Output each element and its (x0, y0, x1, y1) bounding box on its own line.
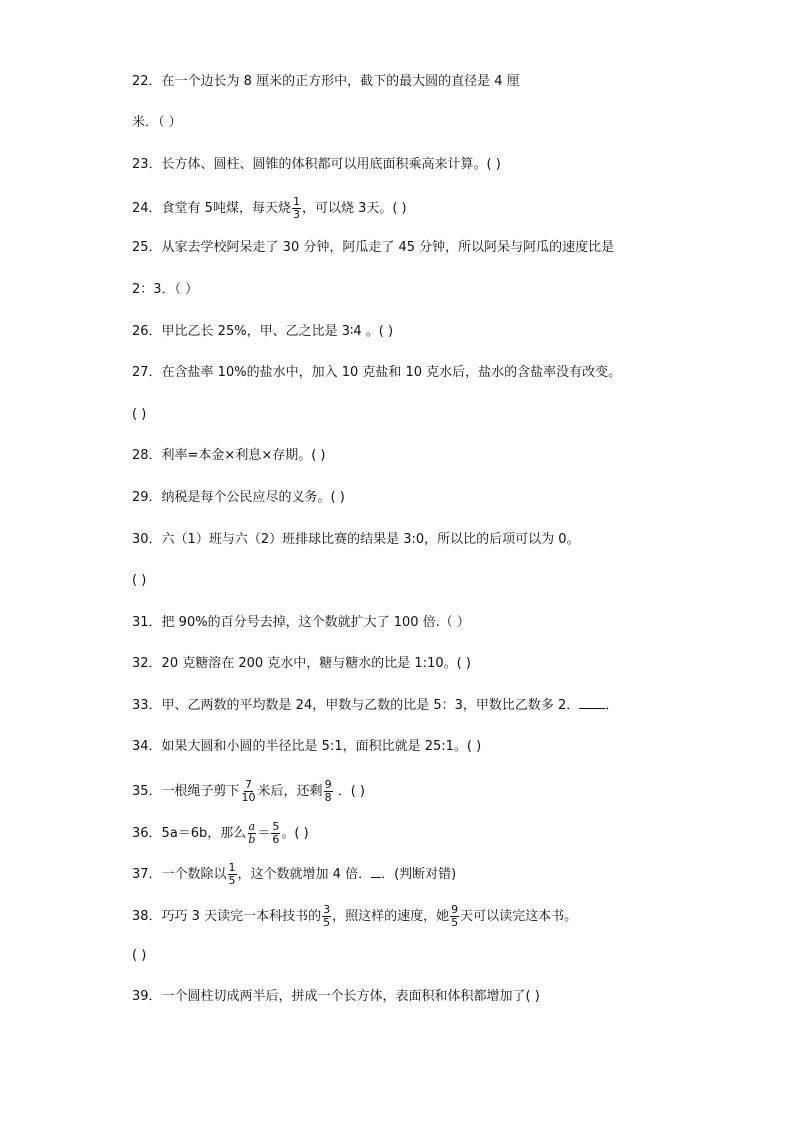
fraction-five-sixths: $\frac{5}{6}$ (272, 820, 280, 846)
question-24: 24．食堂有 5吨煤，每天烧 $\frac{1}{3}$ ，可以烧 3天。( ) (132, 195, 407, 221)
fraction-nine-eighths: $\frac{9}{8}$ (324, 778, 332, 804)
question-29: 29．纳税是每个公民应尽的义务。( ) (132, 490, 345, 505)
question-38-line1: 38．巧巧 3 天读完一本科技书的 $\frac{3}{5}$ ，照这样的速度，她 $\frac{9}{5}$ 天可以读完这本书。 (132, 903, 578, 929)
question-34: 34．如果大圆和小圆的半径比是 5:1，面积比就是 25:1。( ) (132, 739, 482, 754)
fraction-a-over-b: $\frac{a}{b}$ (248, 820, 256, 846)
question-27-line2: ( ) (132, 407, 147, 422)
fraction-three-fifths: $\frac{3}{5}$ (323, 903, 331, 929)
answer-blank[interactable] (579, 696, 605, 709)
question-31: 31．把 90%的百分号去掉，这个数就扩大了 100 倍.（ ） (132, 615, 470, 630)
question-38-line2: ( ) (132, 948, 147, 963)
question-36: 36．5a＝6b，那么 $\frac{a}{b}$ ＝ $\frac{5}{6}$ 。( ) (132, 820, 309, 846)
question-26: 26．甲比乙长 25%，甲、乙之比是 3∶4 。( ) (132, 324, 394, 339)
answer-blank[interactable] (371, 865, 381, 878)
fraction-nine-fifths: $\frac{9}{5}$ (451, 903, 459, 929)
fraction-seven-tenths: $\frac{7}{10}$ (241, 778, 256, 804)
question-35: 35．一根绳子剪下 $\frac{7}{10}$ 米后，还剩 $\frac{9}{8}$ ．( ) (132, 778, 365, 804)
question-28: 28．利率=本金×利息×存期。( ) (132, 448, 326, 463)
fraction-one-third: $\frac{1}{3}$ (292, 195, 300, 221)
question-22-line1: 22．在一个边长为 8 厘米的正方形中，截下的最大圆的直径是 4 厘 (132, 74, 520, 89)
question-22-line2: 米．（ ） (132, 115, 182, 130)
fraction-one-fifth: $\frac{1}{5}$ (228, 861, 236, 887)
question-33: 33．甲、乙两数的平均数是 24，甲数与乙数的比是 5：3，甲数比乙数多 2． ． (132, 698, 619, 713)
question-25-line2: 2：3．（ ） (132, 282, 199, 297)
question-37: 37．一个数除以 $\frac{1}{5}$ ，这个数就增加 4 倍． ．(判断对错) (132, 861, 457, 887)
question-27-line1: 27．在含盐率 10%的盐水中，加入 10 克盐和 10 克水后，盐水的含盐率没有改变。 (132, 365, 622, 380)
question-32: 32．20 克糖溶在 200 克水中，糖与糖水的比是 1:10。( ) (132, 656, 471, 671)
question-23: 23．长方体、圆柱、圆锥的体积都可以用底面积乘高来计算。( ) (132, 157, 501, 172)
question-25-line1: 25．从家去学校阿呆走了 30 分钟，阿瓜走了 45 分钟，所以阿呆与阿瓜的速度比是 (132, 240, 615, 255)
question-30-line2: ( ) (132, 573, 147, 588)
question-39: 39．一个圆柱切成两半后，拼成一个长方体，表面积和体积都增加了( ) (132, 989, 540, 1004)
question-30-line1: 30．六（1）班与六（2）班排球比赛的结果是 3:0，所以比的后项可以为 0。 (132, 532, 580, 547)
